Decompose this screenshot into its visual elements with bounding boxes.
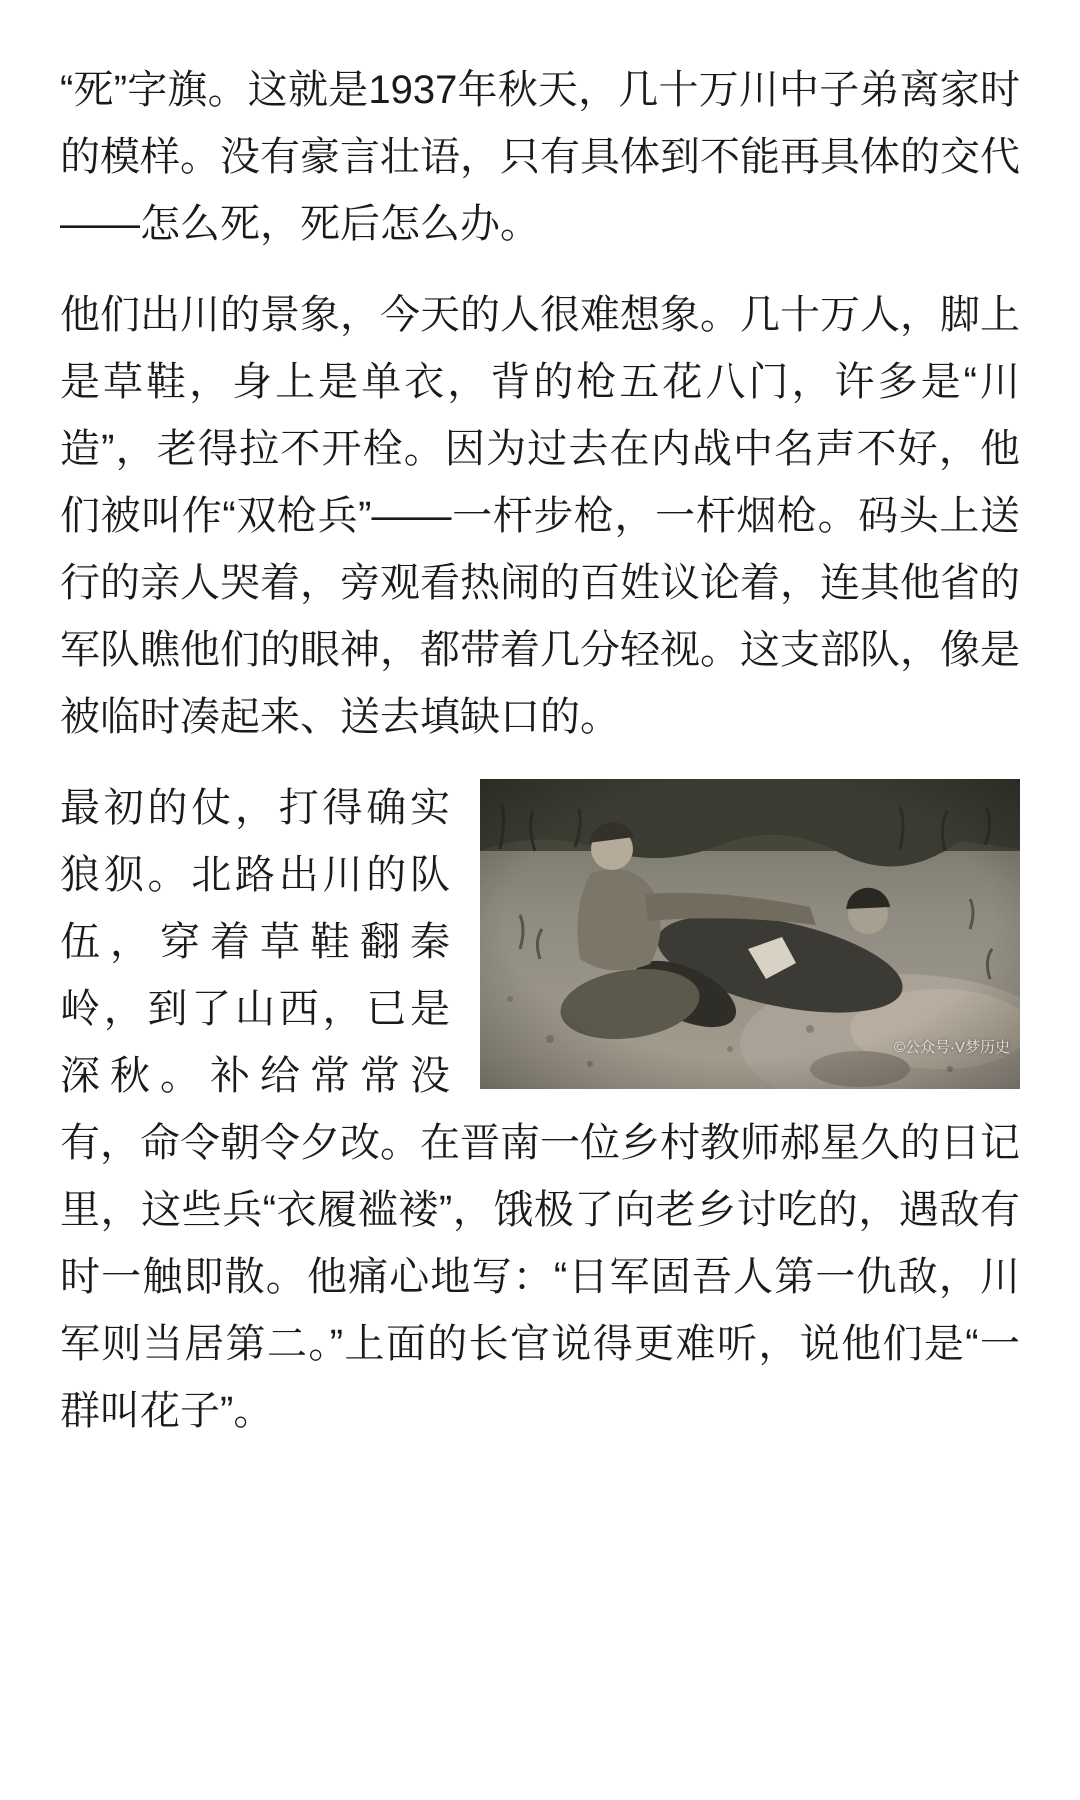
paragraph-3-text: 最初的仗，打得确实狼狈。北路出川的队伍，穿着草鞋翻秦岭，到了山西，已是深秋。补给常常没有，命令朝令夕改。在晋南一位乡村教师郝星久的日记里，这些兵“衣履褴褛”，饿极了向老乡讨吃的，遇敌有时一触即散。他痛心地写：“日军固吾人第一仇敌，川军则当居第二。”上面的长官说得更难听，说他们是“一群叫花子”。 xyxy=(60,786,1020,1433)
paragraph-3-block xyxy=(60,775,1020,1445)
photo-watermark: ©公众号·V梦历史 xyxy=(893,1039,1010,1056)
paragraph-2: 他们出川的景象，今天的人很难想象。几十万人，脚上是草鞋，身上是单衣，背的枪五花八门，许多是“川造”，老得拉不开栓。因为过去在内战中名声不好，他们被叫作“双枪兵”——一杆步枪，一杆烟枪。码头上送行的亲人哭着，旁观看热闹的百姓议论着，连其他省的军队瞧他们的眼神，都带着几分轻视。这支部队，像是被临时凑起来、送去填缺口的。 xyxy=(60,293,1020,739)
article-photo xyxy=(480,779,1020,1089)
paragraph-1: “死”字旗。这就是1937年秋天，几十万川中子弟离家时的模样。没有豪言壮语，只有具体到不能再具体的交代——怎么死，死后怎么办。 xyxy=(60,68,1020,246)
